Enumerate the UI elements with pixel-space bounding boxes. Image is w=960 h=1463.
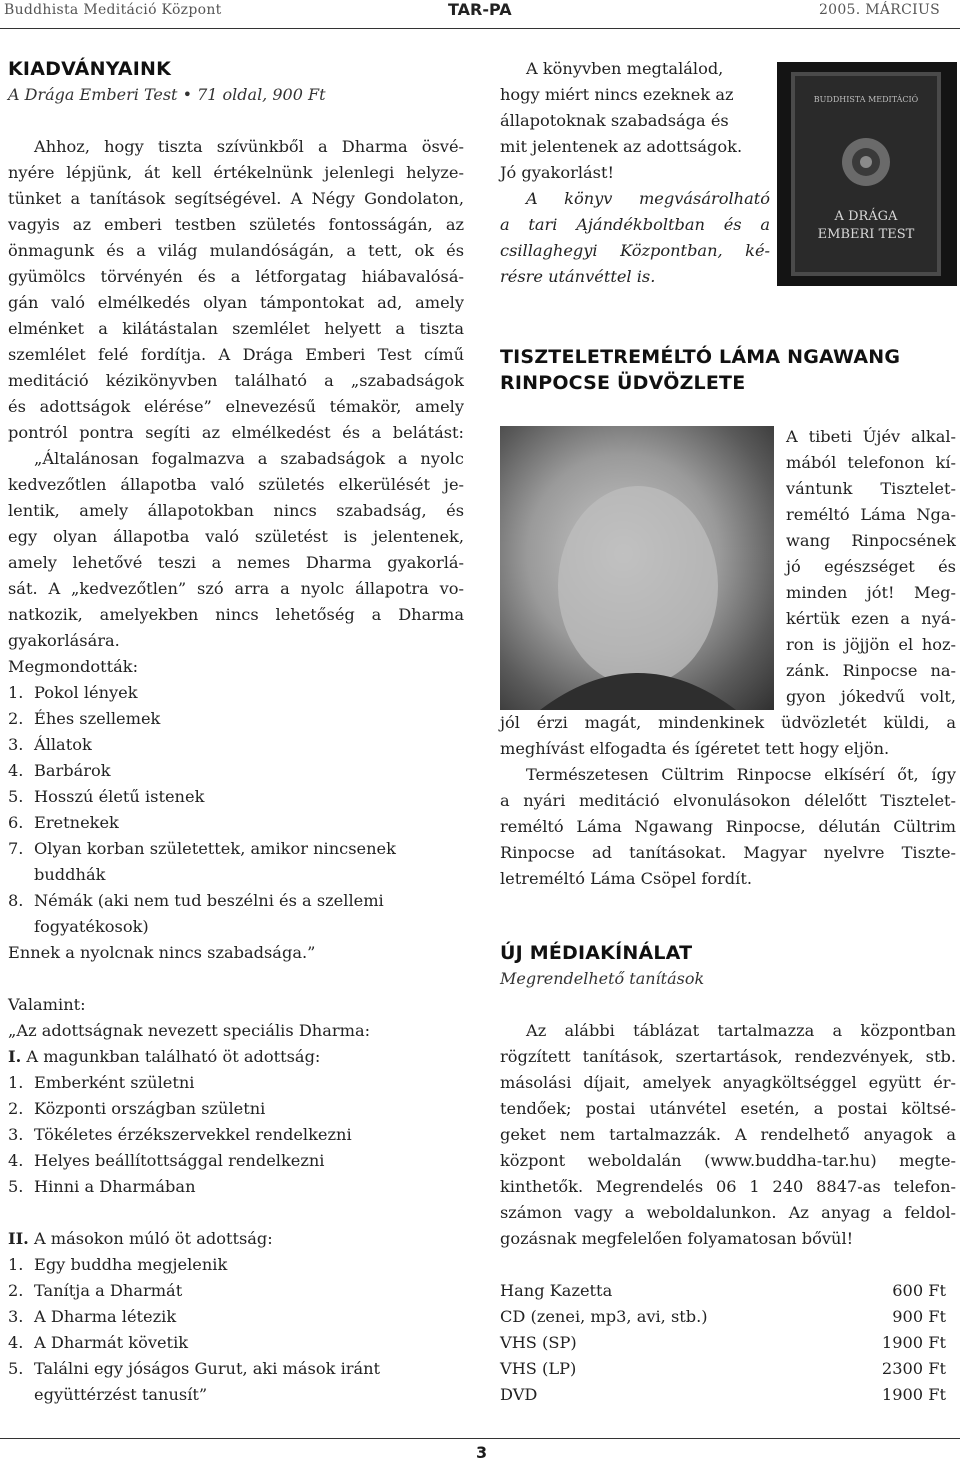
list-item: [8, 1148, 464, 1174]
list-item-number: 4.: [8, 1151, 24, 1170]
list-item: [8, 1174, 464, 1200]
text-line: rögzített tanítások, szertartások, rendezvények, stb.: [500, 1047, 956, 1066]
list-item-number: 2.: [8, 709, 24, 728]
text-line: letreméltó Láma Csöpel fordít.: [500, 869, 752, 888]
price-item: VHS (LP): [500, 1359, 577, 1378]
price-row: [500, 1382, 946, 1408]
price-row: [500, 1304, 946, 1330]
list-item: [8, 1278, 464, 1304]
greeting-heading: [500, 344, 955, 396]
text-line: Megmondották:: [8, 657, 139, 676]
list-item: [8, 836, 464, 888]
media-section: [500, 940, 956, 1408]
text-line: gyon jókedvű volt,: [786, 687, 956, 706]
book-cover-image: [777, 62, 957, 286]
text-line: Az alábbi táblázat tartalmazza a központban: [526, 1021, 956, 1040]
price-value: 600 Ft: [892, 1281, 946, 1300]
price-item: VHS (SP): [500, 1333, 577, 1352]
price-item: Hang Kazetta: [500, 1281, 613, 1300]
list-item-number: 4.: [8, 761, 24, 780]
price-item: DVD: [500, 1385, 538, 1404]
group2-label: A másokon múló öt adottság:: [33, 1229, 273, 1248]
list-item-number: 1.: [8, 1255, 24, 1274]
text-line: sát. A „kedvezőtlen” szó arra a nyolc állapotra vo-: [8, 579, 464, 598]
footer-rule: [0, 1438, 960, 1439]
text-line: natkozik, amelyekben nincs lehetőség a Dharma: [8, 605, 464, 624]
list-item-text: Eretnekek: [34, 813, 119, 832]
portrait-figure: [500, 426, 774, 710]
list-item-text: Egy buddha megjelenik: [34, 1255, 228, 1274]
text-line: „Általánosan fogalmazva a szabadságok a nyolc: [34, 449, 464, 468]
text-line: jól érzi magát, mindenkinek üdvözletét küldi, a: [500, 713, 956, 732]
text-line: geket nem tartalmazzák. A rendelhető anyagok a: [500, 1125, 956, 1144]
list-item-text: A Dharma létezik: [34, 1307, 177, 1326]
header-rule: [0, 28, 960, 29]
publications-subtitle: A Drága Emberi Test • 71 oldal, 900 Ft: [8, 85, 326, 104]
text-line: Rinpocse ad tanításokat. Magyar nyelvre Tiszte-: [500, 843, 956, 862]
text-line: szemlélet felé fordítja. A Drága Emberi Test című: [8, 345, 464, 364]
price-row: [500, 1330, 946, 1356]
text-line: A könyv megvásárolható: [526, 189, 770, 208]
list-item-text: Barbárok: [34, 761, 111, 780]
text-line: Ahhoz, hogy tiszta szívünkből a Dharma ösvé-: [34, 137, 464, 156]
text-line: kedvezőtlen állapotba való születés elkerülését je-: [8, 475, 464, 494]
list-item-number: 1.: [8, 683, 24, 702]
list-item-text: Tanítja a Dharmát: [34, 1281, 183, 1300]
list-item: [8, 810, 464, 836]
price-list: [500, 1278, 956, 1408]
text-line: A könyvben megtalálod,: [526, 59, 724, 78]
list-item: [8, 706, 464, 732]
text-line: résre utánvéttel is.: [500, 267, 656, 286]
greeting-heading-line1: TISZTELETREMÉLTÓ LÁMA NGAWANG: [500, 346, 901, 368]
lama-portrait-photo: [500, 426, 774, 710]
list-item: [8, 1356, 464, 1408]
list-item-number: 5.: [8, 787, 24, 806]
greeting-heading-line2: RINPOCSE ÜDVÖZLETE: [500, 372, 746, 394]
text-line: gyakorlására.: [8, 631, 120, 650]
text-line: Természetesen Cültrim Rinpocse elkísérí őt, így: [526, 765, 956, 784]
text-line: gán való elmélkedés olyan támpontokat ad, amely: [8, 293, 464, 312]
list-item-number: 1.: [8, 1073, 24, 1092]
text-line: vagyis az emberi testben születés fontosságán, az: [8, 215, 464, 234]
list-item: [8, 1122, 464, 1148]
list-item-number: 2.: [8, 1281, 24, 1300]
media-body: [500, 1018, 956, 1252]
publications-body: [8, 134, 464, 680]
text-line: wang Rinpocsének: [786, 531, 956, 550]
price-value: 1900 Ft: [881, 1385, 946, 1404]
list-item-text: Állatok: [34, 735, 92, 754]
text-line: amely lehetővé teszi a nemes Dharma gyakorlá-: [8, 553, 464, 572]
text-line: jó egészséget és: [786, 557, 956, 576]
text-line: egy olyan állapotba való születést is jelentenek,: [8, 527, 464, 546]
greeting-side-text: [786, 424, 956, 710]
list-item-text: Olyan korban születettek, amikor nincsenek buddhák: [34, 839, 396, 884]
text-line: számon vagy a weboldalunkon. Az anyag a feldol-: [500, 1203, 956, 1222]
text-line: meditáció kézikönyvben található a „szabadságok: [8, 371, 464, 390]
book-cover-title-line2: EMBERI TEST: [817, 227, 915, 242]
list-item-number: 5.: [8, 1359, 24, 1378]
group1-title: [8, 1044, 464, 1070]
header-issue-date: 2005. MÁRCIUS: [818, 2, 940, 18]
also-quote: „Az adottságnak nevezett speciális Dharma:: [8, 1021, 371, 1040]
list-item-number: 2.: [8, 1099, 24, 1118]
book-cover-title-line1: A DRÁGA: [834, 209, 898, 224]
text-line: minden jót! Meg-: [786, 583, 956, 602]
text-line: kértük ezen a nyá-: [786, 609, 956, 628]
header-journal-title: TAR-PA: [448, 0, 512, 19]
text-line: gozásnak megfelelően folyamatosan bővül!: [500, 1229, 854, 1248]
page-number: 3: [476, 1443, 488, 1462]
text-line: állapotoknak szabadsága és: [500, 111, 729, 130]
text-line: Jó gyakorlást!: [500, 163, 614, 182]
list-item-number: 5.: [8, 1177, 24, 1196]
list-item-text: Tökéletes érzékszervekkel rendelkezni: [34, 1125, 352, 1144]
list-item-text: Pokol lények: [34, 683, 138, 702]
list-item-text: Központi országban születni: [34, 1099, 266, 1118]
text-line: ron is jöjjön el hoz-: [786, 635, 956, 654]
list-item-text: Éhes szellemek: [34, 709, 161, 728]
text-line: mit jelentenek az adottságok.: [500, 137, 743, 156]
text-line: kinthetők. Megrendelés 06 1 240 8847-as telefon-: [500, 1177, 956, 1196]
text-line: a nyári meditáció elvonulásokon délelőtt Tisztelet-: [500, 791, 956, 810]
price-value: 900 Ft: [892, 1307, 946, 1326]
text-line: központ weboldalán (www.buddha-tar.hu) megte-: [500, 1151, 956, 1170]
media-subtitle: Megrendelhető tanítások: [500, 969, 705, 988]
text-line: A tibeti Újév alkal-: [786, 427, 956, 446]
list-item-text: Hinni a Dharmában: [34, 1177, 196, 1196]
price-row: [500, 1356, 946, 1382]
group2-title: [8, 1226, 464, 1252]
list-item-number: 8.: [8, 891, 24, 910]
price-value: 1900 Ft: [881, 1333, 946, 1352]
text-line: a tari Ajándékboltban és a: [500, 215, 770, 234]
list-item-text: Némák (aki nem tud beszélni és a szellemi fogyatékosok): [34, 891, 384, 936]
text-line: pontról pontra segíti az elmélkedést és a belátást:: [8, 423, 464, 442]
list-item-number: 4.: [8, 1333, 24, 1352]
list-item-text: Emberként születni: [34, 1073, 195, 1092]
list-item-text: A Dharmát követik: [34, 1333, 189, 1352]
also-label: Valamint:: [8, 995, 86, 1014]
text-line: lentik, amely állapotokban nincs szabadság, és: [8, 501, 464, 520]
text-line: nyére lépjünk, át kell értékelnünk jelenlegi helyze-: [8, 163, 464, 182]
list-item-number: 7.: [8, 839, 24, 858]
list-item-text: Helyes beállítottsággal rendelkezni: [34, 1151, 325, 1170]
text-line: meghívást elfogadta és ígéretet tett hogy eljön.: [500, 739, 890, 758]
list-item: [8, 1330, 464, 1356]
text-line: mából telefonon kí-: [786, 453, 956, 472]
price-value: 2300 Ft: [881, 1359, 946, 1378]
text-line: és adottságok elérése” elnevezésű témakör, amely: [8, 397, 464, 416]
text-line: másolási díjait, amelyek anyagköltséggel együtt ér-: [500, 1073, 956, 1092]
left-column: [8, 56, 464, 1408]
list-item: [8, 732, 464, 758]
text-line: elménket a kilátástalan szemlélet helyett a tiszta: [8, 319, 464, 338]
group1-list: [8, 1070, 464, 1200]
price-row: [500, 1278, 946, 1304]
list-item-number: 3.: [8, 1307, 24, 1326]
text-line: tünket a tanítások segítségével. A Négy Gondolaton,: [8, 189, 464, 208]
text-line: gyümölcs törvényén és a létforgatag hiábavalósá-: [8, 267, 464, 286]
group2-number: II.: [8, 1229, 29, 1248]
list-item-text: Hosszú életű istenek: [34, 787, 205, 806]
list-item-number: 3.: [8, 1125, 24, 1144]
publications-heading: KIADVÁNYAINK: [8, 58, 172, 80]
text-line: reméltó Láma Nga-: [786, 505, 956, 524]
page-header: [0, 0, 960, 22]
book-cover-emblem-icon: [842, 138, 890, 186]
book-promo-text: [500, 56, 770, 290]
media-heading: ÚJ MÉDIAKÍNÁLAT: [500, 942, 693, 964]
text-line: vántunk Tisztelet-: [786, 479, 956, 498]
list-item: [8, 680, 464, 706]
list-item: [8, 1304, 464, 1330]
group1-label: A magunkban található öt adottság:: [26, 1047, 321, 1066]
text-line: csillaghegyi Központban, ké-: [500, 241, 770, 260]
group1-number: I.: [8, 1047, 22, 1066]
freedoms-closing: Ennek a nyolcnak nincs szabadsága.”: [8, 943, 316, 962]
greeting-body: [500, 710, 956, 892]
freedoms-list: [8, 680, 464, 940]
book-cover-top-text: BUDDHISTA MEDITÁCIÓ: [813, 95, 919, 104]
header-publisher: Buddhista Meditáció Központ: [4, 2, 222, 18]
price-item: CD (zenei, mp3, avi, stb.): [500, 1307, 708, 1326]
text-line: önmagunk és a világ mulandóságán, a tett, ok és: [8, 241, 464, 260]
text-line: tendőek; postai utánvétel esetén, a postai költsé-: [500, 1099, 956, 1118]
list-item: [8, 784, 464, 810]
text-line: zánk. Rinpocse na-: [786, 661, 956, 680]
list-item: [8, 888, 464, 940]
group2-list: [8, 1252, 464, 1408]
list-item-text: Találni egy jóságos Gurut, aki mások iránt együttérzést tanusít”: [34, 1359, 381, 1404]
list-item-number: 6.: [8, 813, 24, 832]
book-cover-art: [777, 62, 957, 286]
list-item: [8, 1252, 464, 1278]
list-item: [8, 1070, 464, 1096]
list-item: [8, 1096, 464, 1122]
list-item: [8, 758, 464, 784]
text-line: hogy miért nincs ezeknek az: [500, 85, 734, 104]
text-line: reméltó Láma Ngawang Rinpocse, délután Cültrim: [500, 817, 956, 836]
list-item-number: 3.: [8, 735, 24, 754]
